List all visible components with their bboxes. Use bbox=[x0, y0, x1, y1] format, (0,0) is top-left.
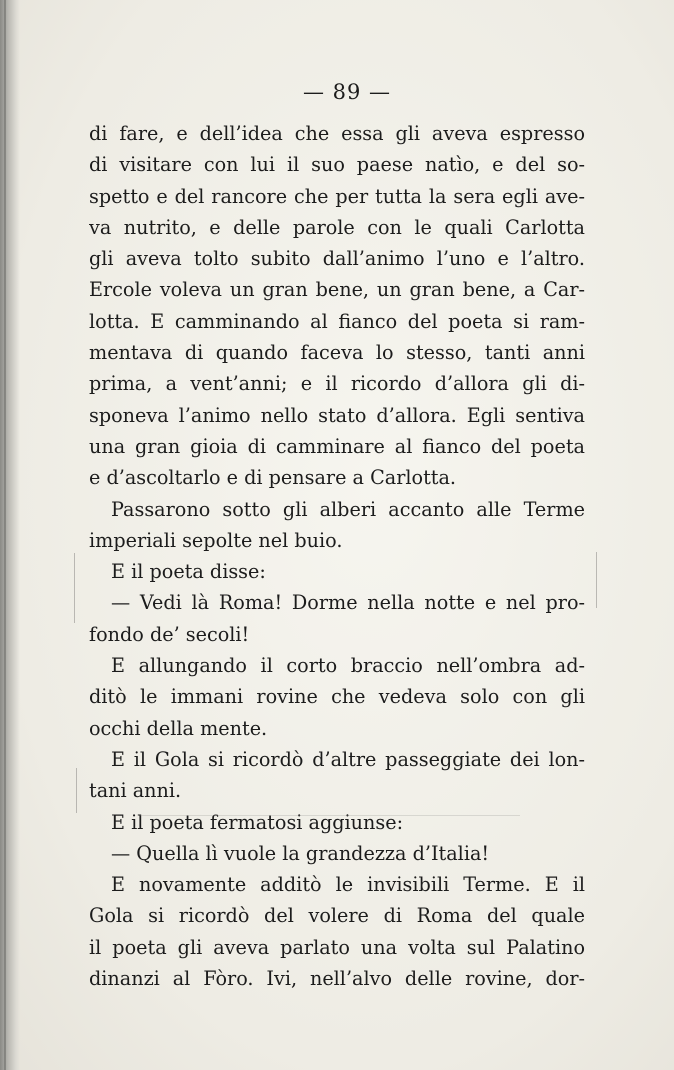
body-text bbox=[89, 118, 585, 994]
margin-mark bbox=[596, 552, 597, 608]
text-line: di visitare con lui il suo paese natìo, e del so- bbox=[89, 153, 585, 177]
text-line: E novamente additò le invisibili Terme. E il bbox=[111, 873, 585, 897]
text-line: gli aveva tolto subito dall’animo l’uno e l’altro. bbox=[89, 247, 585, 271]
text-line: imperiali sepolte nel buio. bbox=[89, 528, 343, 552]
text-line: E il poeta fermatosi aggiunse: bbox=[111, 810, 404, 834]
text-line: dinanzi al Fòro. Ivi, nell’alvo delle rovine, dor- bbox=[89, 967, 585, 991]
text-line: spetto e del rancore che per tutta la sera egli ave- bbox=[89, 184, 585, 208]
text-line: lotta. E camminando al fianco del poeta si ram- bbox=[89, 309, 585, 333]
book-spine-shadow bbox=[0, 0, 20, 1070]
text-line: di fare, e dell’idea che essa gli aveva espresso bbox=[89, 122, 585, 145]
text-line: fondo de’ secoli! bbox=[89, 622, 250, 646]
text-line: e d’ascoltarlo e di pensare a Carlotta. bbox=[89, 466, 457, 490]
text-line: va nutrito, e delle parole con le quali Carlotta bbox=[89, 215, 585, 239]
page-number: — 89 — bbox=[302, 80, 392, 104]
text-line: — Vedi là Roma! Dorme nella notte e nel pro- bbox=[111, 591, 585, 615]
text-line: una gran gioia di camminare al fianco del poeta bbox=[89, 434, 585, 458]
margin-mark bbox=[74, 553, 75, 623]
text-line: tani anni. bbox=[89, 779, 182, 803]
text-line: Passarono sotto gli alberi accanto alle Terme bbox=[111, 497, 585, 521]
text-line: occhi della mente. bbox=[89, 716, 268, 740]
text-line: il poeta gli aveva parlato una volta sul Palatino bbox=[89, 935, 585, 959]
text-line: mentava di quando faceva lo stesso, tanti anni bbox=[89, 341, 585, 365]
text-line: E allungando il corto braccio nell’ombra ad- bbox=[111, 654, 585, 678]
text-line: ditò le immani rovine che vedeva solo con gli bbox=[89, 685, 585, 709]
text-line: sponeva l’animo nello stato d’allora. Egli sentiva bbox=[89, 403, 585, 427]
margin-mark bbox=[76, 768, 77, 813]
binding-edge bbox=[4, 0, 6, 1070]
text-line: — Quella lì vuole la grandezza d’Italia! bbox=[111, 841, 490, 865]
text-line: prima, a vent’anni; e il ricordo d’allora gli di- bbox=[89, 372, 585, 396]
text-line: E il Gola si ricordò d’altre passeggiate dei lon- bbox=[111, 747, 585, 771]
text-line: Gola si ricordò del volere di Roma del quale bbox=[89, 904, 585, 928]
text-line: Ercole voleva un gran bene, un gran bene, a Car- bbox=[89, 278, 585, 302]
margin-mark bbox=[140, 815, 520, 816]
text-line: E il poeta disse: bbox=[111, 560, 266, 584]
